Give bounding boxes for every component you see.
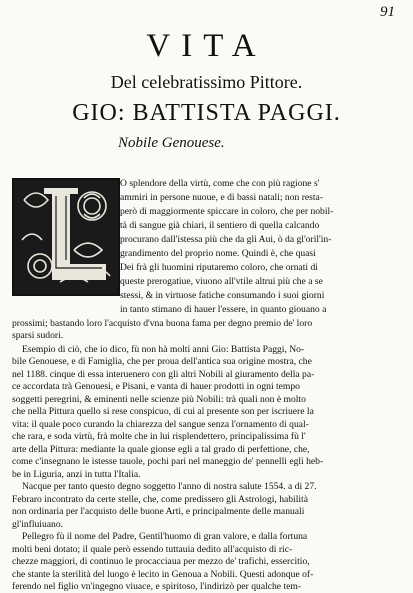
text-line: nel 1188. cinque di essa interuenero con gli altri Nobili al giuramento della pa- [12, 368, 315, 380]
text-line: Pellegro fù il nome del Padre, Gentil'huomo di gran valore, e dalla fortuna [22, 531, 308, 543]
text-line: Febraro incontrato da certe stelle, che, come predissero gli Astrologi, habilità [12, 493, 308, 505]
text-line: soggetti peregrini, & eminenti nelle scienze più Nobili: trà quali non è molto [12, 393, 306, 405]
text-line: tà di sangue già chiari, il sentiero di quella calcando [120, 220, 320, 231]
text-line: che rara, e soda virtù, frà molte che in lui risplendettero, principalissima fù l' [12, 431, 306, 443]
text-line: queste prerogatiue, viuono all'vtile altrui più che a se [120, 276, 323, 287]
text-line: stessi, & in virtuose fatiche consumando i suoi giorni [120, 290, 325, 301]
text-line: gl'influiuano. [12, 518, 64, 530]
text-line: ferendo nel figlio vn'ingegno viuace, e spiritoso, l'indirizò per qualche tem- [12, 581, 302, 592]
text-line: ammiri in persone nuoue, e di bassi natali; non resta- [120, 192, 324, 203]
text-line: chezze maggiori, di continuo le procacciaua per mezzo de' trafichi, essercitio, [12, 556, 310, 568]
text-line: grandimento del proprio nome. Quindi è, che quasi [120, 248, 316, 259]
text-line: prossimi; bastando loro l'acquisto d'vna buona fama per degno premio de' loro [12, 318, 313, 329]
text-line: be in Liguria, anzi in tutta l'Italia. [12, 468, 141, 480]
text-line: che nella Pittura quello si rese conspicuo, di cui al presente son per iscriuere la [12, 406, 314, 418]
text-line: Dei frà gli huomini riputaremo coloro, che ornati di [120, 262, 318, 273]
text-line: sparsi sudori. [12, 330, 64, 341]
text-line: arte della Pittura: mediante la quale gionse egli a tal grado di perfettione, che, [12, 443, 310, 455]
text-line: che stante la sterilità del luogo è lecito in Genoua a Nobili. Questi adonque of- [12, 568, 314, 580]
page-number: 91 [380, 4, 395, 20]
heading-title: VITA [146, 28, 267, 64]
text-line: come c'insegnano le istesse tauole, pochi pari nel maneggio de' pennelli egli heb- [12, 456, 324, 468]
text-line: non ordinaria per l'acquisto delle buone Arti, e principalmente delle manuali [12, 506, 305, 518]
text-line: ce accordata trà Genouesi, e Pisani, e vanta di hauer prodotti in ogni tempo [12, 381, 300, 393]
text-line: però di maggiormente spiccare in coloro, che per nobil- [120, 206, 334, 217]
text-line: bile Genouese, e di Famiglia, che per proua dell'antica sua origine mostra, che [12, 356, 312, 368]
heading-subtitle: Del celebratissimo Pittore. [110, 72, 303, 92]
heading-name: GIO: BATTISTA PAGGI. [72, 100, 341, 126]
text-line: vita: il quale poco curando la chiarezza del sangue senza l'ornamento di qual- [12, 418, 309, 430]
text-line: molti beni dotato; il quale però essendo tuttauia dedito all'acquisto di ric- [12, 543, 293, 555]
text-line: in tanto stimano di hauer l'essere, in quanto giouano a [120, 304, 327, 315]
text-line: procurano dall'istessa più che da gli Aui, ò da gl'oril'in- [120, 234, 332, 245]
heading-epithet: Nobile Genouese. [118, 135, 225, 151]
text-line: Nacque per tanto questo degno soggetto l'anno di nostra salute 1554. a di 27. [22, 481, 317, 493]
text-line: O splendore della virtù, come che con più ragione s' [120, 178, 320, 189]
text-line: Esempio di ciò, che io dico, fù non hà molti anni Gio: Battista Paggi, No- [22, 344, 305, 355]
ornamental-initial-l-icon [12, 178, 120, 296]
